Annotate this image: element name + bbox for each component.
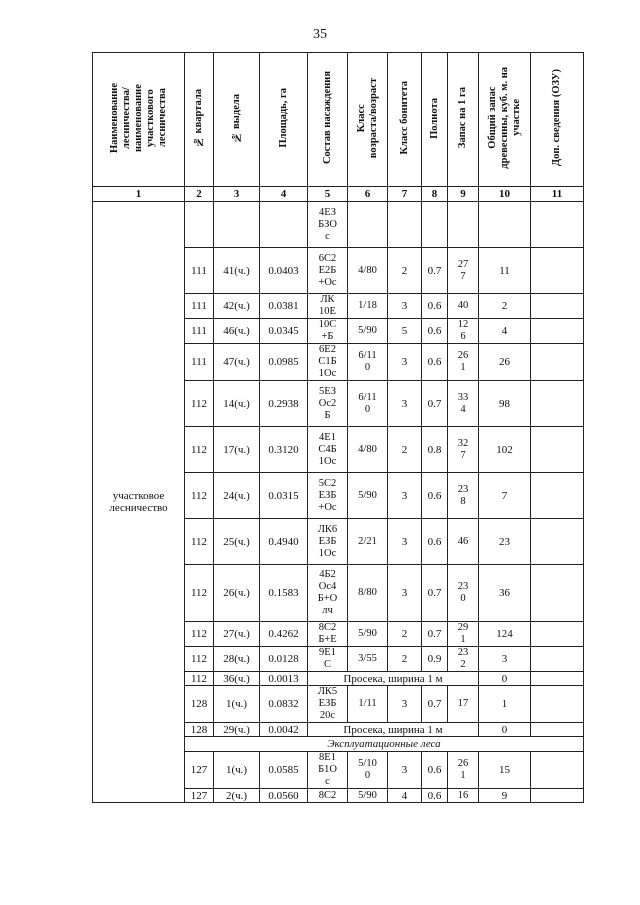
cell-total-stock: 7 — [479, 473, 531, 519]
cell-area: 0.0042 — [260, 723, 308, 737]
cell-empty — [422, 202, 448, 248]
cell-age-class: 5/90 — [348, 789, 388, 803]
cell-empty — [479, 202, 531, 248]
cell-total-stock: 3 — [479, 647, 531, 672]
cell-quarter: 112 — [185, 427, 214, 473]
cell-bonitet: 3 — [388, 565, 422, 622]
cell-quarter: 128 — [185, 686, 214, 723]
column-number: 11 — [531, 187, 584, 202]
cell-allotment: 29(ч.) — [214, 723, 260, 737]
cell-area: 0.0403 — [260, 248, 308, 294]
cell-empty — [214, 202, 260, 248]
cell-area: 0.0585 — [260, 752, 308, 789]
cell-bonitet: 2 — [388, 427, 422, 473]
cell-density: 0.6 — [422, 789, 448, 803]
forest-inventory-table — [92, 52, 584, 803]
cell-quarter: 127 — [185, 752, 214, 789]
cell-area: 0.0128 — [260, 647, 308, 672]
cell-quarter: 112 — [185, 622, 214, 647]
cell-allotment: 28(ч.) — [214, 647, 260, 672]
cell-bonitet: 3 — [388, 381, 422, 427]
cell-stock-per-ha: 17 — [448, 686, 479, 723]
cell-age-class: 3/55 — [348, 647, 388, 672]
cell-extra-info — [531, 294, 584, 319]
cell-total-stock: 26 — [479, 344, 531, 381]
header-area: Площадь, га — [260, 53, 308, 187]
cell-density: 0.7 — [422, 248, 448, 294]
cell-empty — [185, 202, 214, 248]
cell-quarter: 128 — [185, 723, 214, 737]
column-number: 3 — [214, 187, 260, 202]
cell-total-stock: 4 — [479, 319, 531, 344]
cell-density: 0.6 — [422, 319, 448, 344]
cell-quarter: 127 — [185, 789, 214, 803]
cell-extra-info — [531, 519, 584, 565]
cell-composition: ЛК5 ЕЗБ 20с — [308, 686, 348, 723]
cell-extra-info — [531, 723, 584, 737]
cell-area: 0.3120 — [260, 427, 308, 473]
column-number: 10 — [479, 187, 531, 202]
cell-composition: 6С2 Е2Б +Ос — [308, 248, 348, 294]
cell-area: 0.0315 — [260, 473, 308, 519]
cell-extra-info — [531, 672, 584, 686]
cell-extra-info — [531, 565, 584, 622]
cell-age-class: 5/90 — [348, 319, 388, 344]
cell-allotment: 41(ч.) — [214, 248, 260, 294]
cell-density: 0.7 — [422, 686, 448, 723]
cell-allotment: 14(ч.) — [214, 381, 260, 427]
header-age-class: Класс возраста/возраст — [348, 53, 388, 187]
cell-empty — [388, 202, 422, 248]
column-number: 8 — [422, 187, 448, 202]
cell-total-stock: 124 — [479, 622, 531, 647]
cell-composition: 8С2 Б+Е — [308, 622, 348, 647]
header-allotment: № выдела — [214, 53, 260, 187]
cell-empty — [348, 202, 388, 248]
cell-composition: 6Е2 С1Б 1Ос — [308, 344, 348, 381]
cell-empty — [531, 202, 584, 248]
cell-bonitet: 2 — [388, 248, 422, 294]
cell-age-class: 4/80 — [348, 248, 388, 294]
column-number: 6 — [348, 187, 388, 202]
cell-composition: 5С2 ЕЗБ +Ос — [308, 473, 348, 519]
cell-age-class: 2/21 — [348, 519, 388, 565]
cell-total-stock: 102 — [479, 427, 531, 473]
cell-total-stock: 0 — [479, 672, 531, 686]
cell-stock-per-ha: 23 8 — [448, 473, 479, 519]
cell-extra-info — [531, 319, 584, 344]
cell-quarter: 111 — [185, 319, 214, 344]
cell-quarter: 112 — [185, 672, 214, 686]
cell-density: 0.6 — [422, 473, 448, 519]
cell-stock-per-ha: 26 1 — [448, 344, 479, 381]
cell-area: 0.0381 — [260, 294, 308, 319]
cell-note: Просека, ширина 1 м — [308, 672, 479, 686]
cell-age-class: 4/80 — [348, 427, 388, 473]
cell-density: 0.6 — [422, 752, 448, 789]
header-quarter: № квартала — [185, 53, 214, 187]
cell-allotment: 24(ч.) — [214, 473, 260, 519]
header-extra-info: Доп. сведения (ОЗУ) — [531, 53, 584, 187]
cell-extra-info — [531, 752, 584, 789]
cell-composition: 9Е1 С — [308, 647, 348, 672]
cell-total-stock: 23 — [479, 519, 531, 565]
cell-density: 0.6 — [422, 519, 448, 565]
forestry-name-cell: участковое лесничество — [93, 202, 185, 803]
cell-quarter: 112 — [185, 519, 214, 565]
cell-stock-per-ha: 12 6 — [448, 319, 479, 344]
cell-quarter: 111 — [185, 344, 214, 381]
cell-total-stock: 0 — [479, 723, 531, 737]
cell-age-class: 8/80 — [348, 565, 388, 622]
cell-empty — [448, 202, 479, 248]
cell-bonitet: 2 — [388, 622, 422, 647]
cell-area: 0.4262 — [260, 622, 308, 647]
cell-bonitet: 3 — [388, 344, 422, 381]
cell-extra-info — [531, 622, 584, 647]
cell-density: 0.8 — [422, 427, 448, 473]
cell-bonitet: 3 — [388, 294, 422, 319]
cell-age-class: 1/18 — [348, 294, 388, 319]
cell-density: 0.7 — [422, 622, 448, 647]
cell-density: 0.6 — [422, 294, 448, 319]
cell-extra-info — [531, 427, 584, 473]
header-row — [93, 53, 584, 187]
cell-extra-info — [531, 789, 584, 803]
column-number: 7 — [388, 187, 422, 202]
cell-age-class: 5/10 0 — [348, 752, 388, 789]
cell-allotment: 47(ч.) — [214, 344, 260, 381]
cell-stock-per-ha: 40 — [448, 294, 479, 319]
cell-age-class: 6/11 0 — [348, 381, 388, 427]
cell-allotment: 27(ч.) — [214, 622, 260, 647]
cell-quarter: 112 — [185, 381, 214, 427]
cell-extra-info — [531, 473, 584, 519]
cell-bonitet: 3 — [388, 752, 422, 789]
cell-area: 0.1583 — [260, 565, 308, 622]
cell-age-class: 1/11 — [348, 686, 388, 723]
cell-total-stock: 15 — [479, 752, 531, 789]
cell-composition: 4Е1 С4Б 1Ос — [308, 427, 348, 473]
cell-total-stock: 9 — [479, 789, 531, 803]
cell-area: 0.0345 — [260, 319, 308, 344]
cell-quarter: 112 — [185, 647, 214, 672]
cell-allotment: 42(ч.) — [214, 294, 260, 319]
cell-stock-per-ha: 23 0 — [448, 565, 479, 622]
cell-area: 0.0013 — [260, 672, 308, 686]
cell-composition: ЛК6 ЕЗБ 1Ос — [308, 519, 348, 565]
cell-stock-per-ha: 23 2 — [448, 647, 479, 672]
cell-extra-info — [531, 344, 584, 381]
cell-quarter: 111 — [185, 294, 214, 319]
cell-composition: ЛК 10Е — [308, 294, 348, 319]
cell-age-class: 5/90 — [348, 622, 388, 647]
cell-density: 0.7 — [422, 381, 448, 427]
cell-area: 0.2938 — [260, 381, 308, 427]
cell-stock-per-ha: 32 7 — [448, 427, 479, 473]
cell-extra-info — [531, 381, 584, 427]
cell-area: 0.4940 — [260, 519, 308, 565]
cell-quarter: 112 — [185, 565, 214, 622]
cell-total-stock: 98 — [479, 381, 531, 427]
cell-total-stock: 2 — [479, 294, 531, 319]
cell-extra-info — [531, 686, 584, 723]
cell-extra-info — [531, 647, 584, 672]
cell-stock-per-ha: 46 — [448, 519, 479, 565]
cell-stock-per-ha: 16 — [448, 789, 479, 803]
cell-allotment: 26(ч.) — [214, 565, 260, 622]
cell-composition: 10С +Б — [308, 319, 348, 344]
cell-density: 0.6 — [422, 344, 448, 381]
column-number-row — [93, 187, 584, 202]
cell-composition: 8С2 — [308, 789, 348, 803]
cell-composition: 4ЕЗ БЗО с — [308, 202, 348, 248]
cell-allotment: 17(ч.) — [214, 427, 260, 473]
column-number: 1 — [93, 187, 185, 202]
cell-total-stock: 11 — [479, 248, 531, 294]
column-number: 2 — [185, 187, 214, 202]
cell-age-class: 6/11 0 — [348, 344, 388, 381]
cell-composition: 5ЕЗ Ос2 Б — [308, 381, 348, 427]
cell-note: Просека, ширина 1 м — [308, 723, 479, 737]
cell-quarter: 112 — [185, 473, 214, 519]
cell-area: 0.0832 — [260, 686, 308, 723]
header-stock-per-ha: Запас на 1 га — [448, 53, 479, 187]
cell-extra-info — [531, 248, 584, 294]
cell-allotment: 25(ч.) — [214, 519, 260, 565]
cell-allotment: 2(ч.) — [214, 789, 260, 803]
cell-allotment: 1(ч.) — [214, 752, 260, 789]
cell-area: 0.0985 — [260, 344, 308, 381]
cell-bonitet: 3 — [388, 473, 422, 519]
cell-allotment: 36(ч.) — [214, 672, 260, 686]
cell-allotment: 46(ч.) — [214, 319, 260, 344]
cell-composition: 4Б2 Ос4 Б+О лч — [308, 565, 348, 622]
cell-quarter: 111 — [185, 248, 214, 294]
cell-allotment: 1(ч.) — [214, 686, 260, 723]
cell-bonitet: 5 — [388, 319, 422, 344]
cell-area: 0.0560 — [260, 789, 308, 803]
header-forestry-name: Наименование лесничества/ наименование участкового лесничества — [93, 53, 185, 187]
cell-composition: 8Е1 Б1О с — [308, 752, 348, 789]
page-number: 35 — [313, 27, 327, 42]
header-density: Полнота — [422, 53, 448, 187]
cell-bonitet: 3 — [388, 519, 422, 565]
cell-stock-per-ha: 33 4 — [448, 381, 479, 427]
cell-bonitet: 3 — [388, 686, 422, 723]
header-total-stock: Общий запас древесины, куб. м. на участке — [479, 53, 531, 187]
header-bonitet: Класс бонитета — [388, 53, 422, 187]
cell-density: 0.7 — [422, 565, 448, 622]
cell-density: 0.9 — [422, 647, 448, 672]
section-label: Эксплуатационные леса — [185, 737, 584, 752]
table-row — [93, 202, 584, 248]
cell-empty — [260, 202, 308, 248]
column-number: 4 — [260, 187, 308, 202]
cell-stock-per-ha: 26 1 — [448, 752, 479, 789]
cell-total-stock: 1 — [479, 686, 531, 723]
cell-stock-per-ha: 29 1 — [448, 622, 479, 647]
cell-total-stock: 36 — [479, 565, 531, 622]
cell-bonitet: 2 — [388, 647, 422, 672]
cell-age-class: 5/90 — [348, 473, 388, 519]
header-composition: Состав насаждения — [308, 53, 348, 187]
cell-bonitet: 4 — [388, 789, 422, 803]
column-number: 5 — [308, 187, 348, 202]
cell-stock-per-ha: 27 7 — [448, 248, 479, 294]
column-number: 9 — [448, 187, 479, 202]
